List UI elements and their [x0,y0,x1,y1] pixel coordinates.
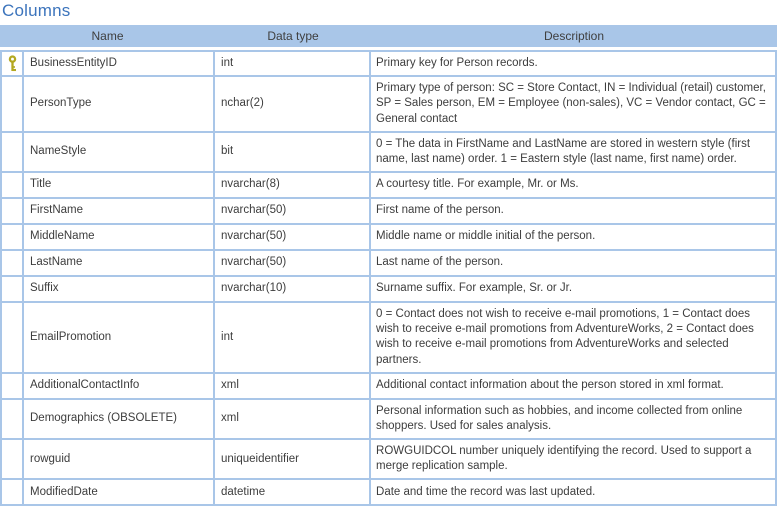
data-type-cell: nvarchar(8) [215,173,371,199]
page-title: Columns [2,1,71,20]
column-name-cell: Suffix [24,277,215,303]
description-cell: Primary key for Person records. [371,50,777,77]
description-cell: Last name of the person. [371,251,777,277]
description-cell: Additional contact information about the person stored in xml format. [371,374,777,400]
column-name-cell: NameStyle [24,133,215,173]
table-row [0,251,777,277]
description-cell: 0 = The data in FirstName and LastName are stored in western style (first name, last name) order. 1 = Eastern style (last name, first name) order. [371,133,777,173]
table-row [0,400,777,440]
column-header-name: Name [0,25,215,50]
primary-key-cell [0,225,24,251]
primary-key-cell [0,374,24,400]
description-cell: Primary type of person: SC = Store Contact, IN = Individual (retail) customer, SP = Sales person, EM = Employee (non-sales), VC = Vendor contact, GC = General contact [371,77,777,133]
column-name-cell: Title [24,173,215,199]
description-cell: ROWGUIDCOL number uniquely identifying the record. Used to support a merge replication sample. [371,440,777,480]
primary-key-cell [0,400,24,440]
description-cell: Middle name or middle initial of the person. [371,225,777,251]
primary-key-cell [0,440,24,480]
description-cell: 0 = Contact does not wish to receive e-mail promotions, 1 = Contact does wish to receive e-mail promotions from AdventureWorks, 2 = Contact does wish to receive e-mail promotions from AdventureWorks and selected partners. [371,303,777,374]
columns-table [0,25,777,506]
table-row [0,133,777,173]
primary-key-cell [0,133,24,173]
column-name-cell: BusinessEntityID [24,50,215,77]
header-row [0,25,777,50]
table-row [0,277,777,303]
table-row [0,50,777,77]
primary-key-cell [0,199,24,225]
column-name-cell: PersonType [24,77,215,133]
primary-key-cell [0,480,24,506]
data-type-cell: datetime [215,480,371,506]
column-name-cell: MiddleName [24,225,215,251]
column-name-cell: Demographics (OBSOLETE) [24,400,215,440]
primary-key-icon [7,55,18,72]
table-row [0,173,777,199]
table-row [0,374,777,400]
data-type-cell: nvarchar(10) [215,277,371,303]
data-type-cell: int [215,50,371,77]
data-type-cell: nvarchar(50) [215,225,371,251]
data-type-cell: nvarchar(50) [215,199,371,225]
data-type-cell: bit [215,133,371,173]
description-cell: A courtesy title. For example, Mr. or Ms. [371,173,777,199]
column-header-data-type: Data type [215,25,371,50]
description-cell: First name of the person. [371,199,777,225]
primary-key-cell [0,50,24,77]
data-type-cell: xml [215,374,371,400]
primary-key-cell [0,303,24,374]
table-header [0,25,777,50]
table-row [0,199,777,225]
primary-key-cell [0,77,24,133]
data-type-cell: nchar(2) [215,77,371,133]
primary-key-cell [0,173,24,199]
column-name-cell: LastName [24,251,215,277]
data-type-cell: nvarchar(50) [215,251,371,277]
primary-key-cell [0,251,24,277]
column-name-cell: EmailPromotion [24,303,215,374]
data-type-cell: xml [215,400,371,440]
table-row [0,77,777,133]
column-name-cell: ModifiedDate [24,480,215,506]
description-cell: Personal information such as hobbies, and income collected from online shoppers. Used for sales analysis. [371,400,777,440]
data-type-cell: uniqueidentifier [215,440,371,480]
table-row [0,480,777,506]
column-name-cell: rowguid [24,440,215,480]
table-body [0,50,777,506]
column-name-cell: AdditionalContactInfo [24,374,215,400]
column-name-cell: FirstName [24,199,215,225]
data-type-cell: int [215,303,371,374]
table-row [0,440,777,480]
table-row [0,225,777,251]
description-cell: Surname suffix. For example, Sr. or Jr. [371,277,777,303]
column-header-description: Description [371,25,777,50]
primary-key-cell [0,277,24,303]
table-row [0,303,777,374]
description-cell: Date and time the record was last updated. [371,480,777,506]
